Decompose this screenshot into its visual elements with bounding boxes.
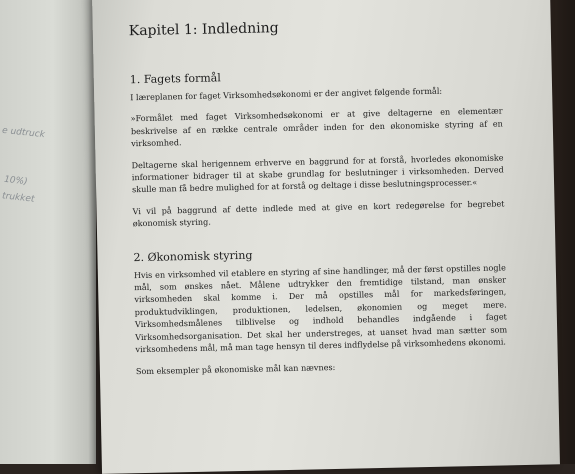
section2-paragraph-1: Hvis en virksomhed vil etablere en styring af sine handlinger, må der først opstilles nogle mål, som ønskes nået. Målene udtrykker den fremtidige tilstand, man ønsker virksomheden skal komme i. Der må opstilles mål for markedsføringen, produktudviklingen, produktionen, ledelsen, økonomien og meget mere. Virksomhedsmålenes tilblivelse og indhold behandles indgående i faget Virksomhedsorganisation. Det skal her understreges, at uanset hvad man sætter som virksomhedens mål, må man tage hensyn til deres indflydelse på virksomhedens økonomi.	[133, 262, 508, 355]
section2-paragraph-2: Som eksempler på økonomiske mål kan nævnes:	[135, 361, 336, 376]
handwritten-note-1: e udtruck	[1, 125, 46, 141]
chapter-title: Kapitel 1: Indledning	[128, 20, 279, 40]
section1-outro: Vi vil på baggrund af dette indlede med at give en kort redegørelse for begrebet økonomisk styring.	[132, 198, 505, 229]
section1-intro: I læreplanen for faget Virksomhedsøkonomi er der angivet følgende formål:	[130, 85, 443, 103]
section1-quote-1: »Formålet med faget Virksomhedsøkonomi er at give deltagerne en elementær beskrivelse af en række centrale områder inden for den økonomiske styring af en virksomhed.	[130, 105, 503, 149]
handwritten-note-2: 10%)	[3, 174, 28, 188]
left-page	[0, 0, 96, 464]
right-page	[92, 0, 560, 474]
page-content	[129, 15, 509, 386]
section1-heading: 1. Fagets formål	[129, 71, 221, 87]
section2-heading: 2. Økonomisk styring	[133, 248, 253, 264]
handwritten-note-3: trukket	[1, 191, 35, 205]
section1-quote-2: Deltagerne skal herigennem erhverve en baggrund for at forstå, hvorledes økonomiske informationer bidrager til at skabe grundlag for beslutninger i virksomheden. Derved skulle man få bedre mulighed for at forstå og deltage i disse beslutningsprocesser.«	[131, 152, 504, 195]
